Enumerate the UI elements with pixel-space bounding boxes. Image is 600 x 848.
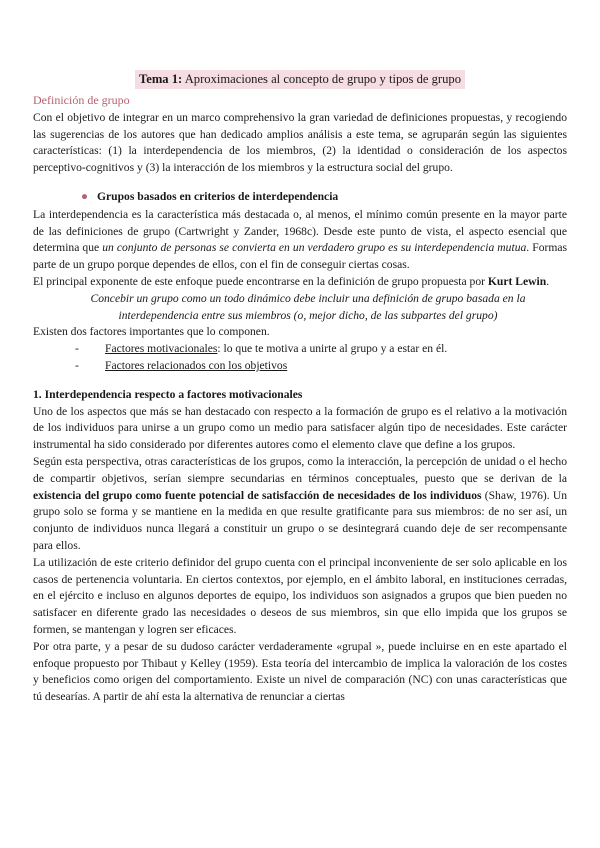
section-heading-1: 1. Interdependencia respecto a factores motivacionales [33,387,303,401]
document-page [33,70,567,706]
title-rest: Aproximaciones al concepto de grupo y tipos de grupo [182,72,461,86]
list-item [75,341,567,358]
bullet-icon: ● [81,189,89,203]
italic-run: un conjunto de personas se convierta en un verdadero grupo es su interdependencia mutua [102,241,527,255]
paragraph-definicion: Con el objetivo de integrar en un marco comprehensivo la gran variedad de definiciones propuestas, y recogiendo las sugerencias de los autores que han dedicado amplios análisis a este tema, se agruparán según las siguientes características: (1) la interdependencia de los miembros, (2) la identidad o consideración de los aspectos perceptivo-cognitivos y (3) la interacción de los miembros y la estructura social del grupo. [33,110,567,175]
text-run: . [546,274,550,288]
factors-intro: Existen dos factores importantes que lo componen. [33,325,270,339]
section-label-definicion: Definición de grupo [33,93,130,107]
bold-run: Kurt Lewin [487,274,547,288]
text-run: (Shaw, 1976). Un grupo solo se forma y se mantiene en la medida en que resulte gratificante para sus miembros: de no ser así, un conjunto de individuos nunca llegará a constituir un grupo o se desintegrará cuando deje de ser recompensante para ellos. [33,488,567,552]
list-item-rest: : lo que te motiva a unirte al grupo y a estar en él. [217,342,448,356]
factors-list [33,341,567,375]
underlined-term: Factores motivacionales [105,342,218,356]
bullet-heading-text: Grupos basados en criterios de interdependencia [97,189,339,203]
paragraph-seccion1-2 [33,454,567,555]
underlined-term: Factores relacionados con los objetivos [105,358,288,372]
list-item-text [105,341,447,358]
paragraph-seccion1-1: Uno de los aspectos que más se han destacado con respecto a la formación de grupo es el relativo a la motivación de los individuos para unirse a un grupo como un medio para satisfacer algún tipo de necesidades. Este carácter instrumental ha sido considerado por diferentes autores como el elemento clave que define a los grupos. [33,404,567,452]
list-item [75,358,567,375]
text-run: El principal exponente de este enfoque puede encontrarse en la definición de grupo propuesta por [33,274,488,288]
list-item-text [105,358,287,375]
paragraph-interdependencia-2 [33,274,567,291]
bullet-heading-interdependencia [33,189,567,206]
paragraph-interdependencia-1 [33,207,567,274]
page-title [135,70,465,89]
title-block [33,70,567,89]
bold-run: existencia del grupo como fuente potencial de satisfacción de necesidades de los individuos [33,488,482,502]
text-run: Según esta perspectiva, otras características de los grupos, como la interacción, la percepción de unidad o el hecho de compartir objetivos, serían siempre secundarias en términos conceptuales, puesto que se derivan de la [33,454,567,485]
text-run: . Formas parte de un grupo porque dependes de ellos, con el fin de conseguir ciertas cosas. [33,241,568,272]
dash-marker: - [75,358,79,372]
paragraph-seccion1-4: Por otra parte, y a pesar de su dudoso carácter verdaderamente «grupal », puede incluirse en en este apartado el enfoque propuesto por Thibaut y Kelley (1959). Esta teoría del intercambio de implica la valoración de los costes y beneficios como origen del comportamiento. Existe un nivel de comparación (NC) con unas características que tú desearías. A partir de ahí esta la alternativa de renunciar a ciertas [33,639,567,704]
title-bold: Tema 1: [138,72,183,86]
dash-marker: - [75,342,79,356]
text-run: La interdependencia es la característica más destacada o, al menos, el mínimo común presente en la mayor parte de las definiciones de grupo (Cartwright y Zander, 1968c). Desde este punto de vista, el aspecto esencial que determina que [33,207,567,255]
paragraph-seccion1-3: La utilización de este criterio definidor del grupo cuenta con el principal inconveniente de ser solo aplicable en los casos de pertenencia voluntaria. En ciertos contextos, por ejemplo, en el ámbito laboral, en instituciones cerradas, en el ejército e incluso en algunos deportes de equipo, los individuos son asignados a grupos que bien pueden no satisfacer en diferente grado las necesidades o deseos de sus miembros, sin que ello impida que los grupos se formen, se mantengan y logren ser eficaces. [33,555,567,636]
lewin-quote: Concebir un grupo como un todo dinámico debe incluir una definición de grupo basada en la interdependencia entre sus miembros (o, mejor dicho, de las subpartes del grupo) [90,291,526,322]
